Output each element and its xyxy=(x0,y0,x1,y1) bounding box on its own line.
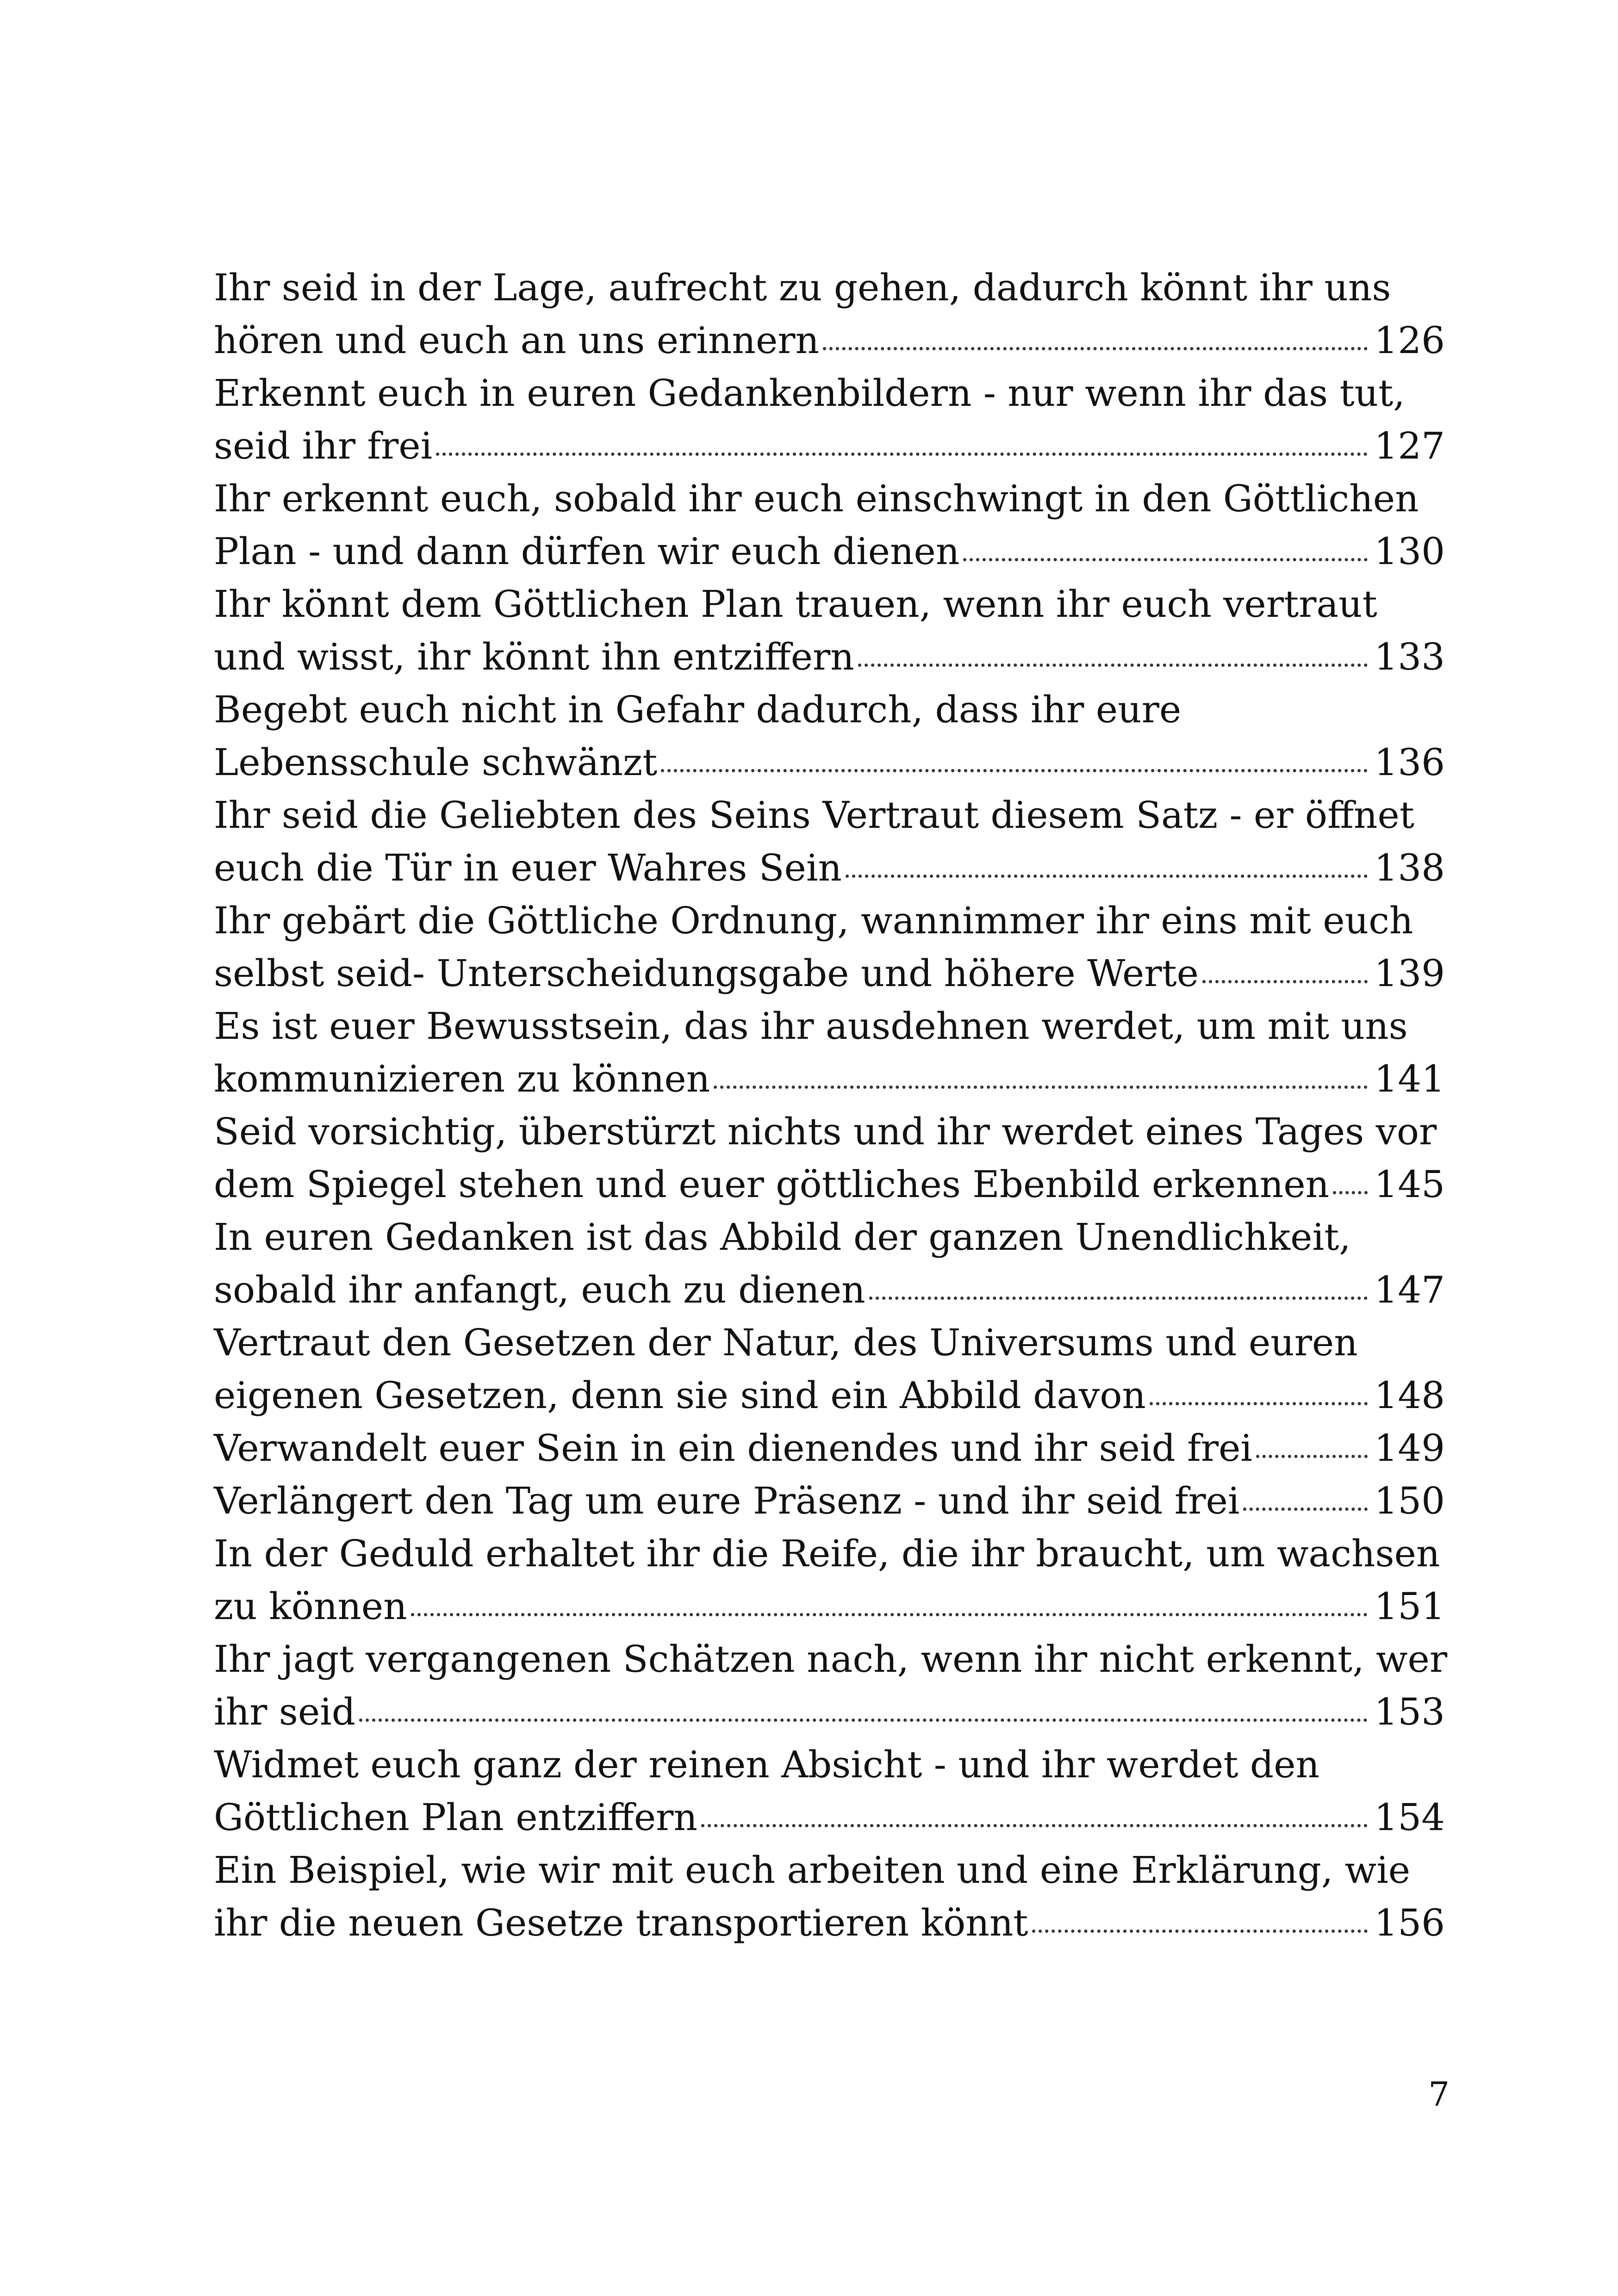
dot-leader xyxy=(1032,1930,1368,1933)
dot-leader xyxy=(1256,1455,1368,1458)
toc-entry[interactable] xyxy=(214,789,1445,894)
toc-entry-title-line: Plan - und dann dürfen wir euch dienen xyxy=(214,530,960,573)
toc-entry-last-line xyxy=(214,1369,1445,1422)
toc-entry-last-line xyxy=(214,1158,1445,1211)
dot-leader xyxy=(714,1086,1368,1089)
dot-leader xyxy=(823,347,1368,350)
page-number: 7 xyxy=(1428,2075,1450,2114)
toc-entry-title-line: kommunizieren zu können xyxy=(214,1057,710,1100)
toc-entry-title-line: Ihr jagt vergangenen Schätzen nach, wenn ihr nicht erkennt, wer xyxy=(214,1638,1448,1681)
toc-entry-title-line: hören und euch an uns erinnern xyxy=(214,319,820,362)
toc-entry-last-line xyxy=(214,1686,1445,1738)
toc-entry-title-line: Erkennt euch in euren Gedankenbildern - nur wenn ihr das tut, xyxy=(214,372,1405,415)
toc-entry-title-line: Es ist euer Bewusstsein, das ihr ausdehnen werdet, um mit uns xyxy=(214,1005,1408,1048)
toc-entry-last-line xyxy=(214,736,1445,789)
toc-entry[interactable] xyxy=(214,1105,1445,1211)
dot-leader xyxy=(1243,1508,1368,1511)
toc-entry-title-line: Vertraut den Gesetzen der Natur, des Universums und euren xyxy=(214,1321,1358,1364)
toc-entry-title-line: zu können xyxy=(214,1585,407,1628)
toc-entry-last-line xyxy=(214,420,1445,472)
toc-entry-title-line: Lebensschule schwänzt xyxy=(214,741,658,784)
dot-leader xyxy=(411,1613,1368,1616)
toc-entry[interactable] xyxy=(214,1422,1445,1475)
toc-entry-last-line xyxy=(214,631,1445,683)
toc-entry-title-line: euch die Tür in euer Wahres Sein xyxy=(214,846,842,889)
toc-entry-page-number: 126 xyxy=(1374,319,1445,362)
toc-entry-page-number: 149 xyxy=(1374,1427,1445,1470)
dot-leader xyxy=(701,1824,1368,1827)
toc-entry[interactable] xyxy=(214,1000,1445,1105)
dot-leader xyxy=(963,558,1368,561)
toc-entry-page-number: 147 xyxy=(1374,1268,1445,1311)
toc-entry-last-line xyxy=(214,314,1445,367)
dot-leader xyxy=(1202,980,1368,983)
toc-entry-title-line: ihr seid xyxy=(214,1690,355,1733)
toc-entry[interactable] xyxy=(214,683,1445,789)
toc-entry-title-line: Seid vorsichtig, überstürzt nichts und ihr werdet eines Tages vor xyxy=(214,1110,1437,1153)
toc-entry-page-number: 153 xyxy=(1374,1690,1445,1733)
toc-entry-page-number: 130 xyxy=(1374,530,1445,573)
toc-entry-page-number: 139 xyxy=(1374,952,1445,995)
toc-entry-title-line: selbst seid- Unterscheidungsgabe und höhere Werte xyxy=(214,952,1199,995)
toc-entry-title-line: dem Spiegel stehen und euer göttliches Ebenbild erkennen xyxy=(214,1163,1330,1206)
table-of-contents xyxy=(214,261,1448,1949)
toc-entry-title-line: Ihr seid in der Lage, aufrecht zu gehen, dadurch könnt ihr uns xyxy=(214,266,1391,309)
dot-leader xyxy=(1150,1402,1368,1405)
toc-entry-last-line xyxy=(214,1422,1445,1475)
toc-entry[interactable] xyxy=(214,367,1445,472)
dot-leader xyxy=(846,875,1368,878)
toc-entry-page-number: 145 xyxy=(1374,1163,1445,1206)
toc-entry-last-line xyxy=(214,842,1445,894)
toc-entry-title-line: Ihr erkennt euch, sobald ihr euch einschwingt in den Göttlichen xyxy=(214,477,1419,520)
toc-entry-title-line: Verwandelt euer Sein in ein dienendes und ihr seid frei xyxy=(214,1427,1252,1470)
toc-entry-page-number: 156 xyxy=(1374,1901,1445,1944)
toc-entry-title-line: sobald ihr anfangt, euch zu dienen xyxy=(214,1268,865,1311)
toc-entry-title-line: seid ihr frei xyxy=(214,424,433,467)
toc-entry[interactable] xyxy=(214,1844,1445,1949)
toc-entry[interactable] xyxy=(214,578,1445,683)
toc-entry-last-line xyxy=(214,947,1445,1000)
toc-entry[interactable] xyxy=(214,1527,1445,1633)
toc-entry-last-line xyxy=(214,1264,1445,1316)
toc-entry[interactable] xyxy=(214,1316,1445,1422)
toc-entry-title-line: Verlängert den Tag um eure Präsenz - und ihr seid frei xyxy=(214,1479,1240,1522)
dot-leader xyxy=(661,769,1368,772)
toc-entry-title-line: Begebt euch nicht in Gefahr dadurch, dass ihr eure xyxy=(214,688,1182,731)
dot-leader xyxy=(359,1719,1368,1722)
toc-entry-title-line: In euren Gedanken ist das Abbild der ganzen Unendlichkeit, xyxy=(214,1216,1351,1259)
toc-entry-page-number: 150 xyxy=(1374,1479,1445,1522)
toc-entry-title-line: Ihr gebärt die Göttliche Ordnung, wannimmer ihr eins mit euch xyxy=(214,899,1413,942)
toc-entry-page-number: 133 xyxy=(1374,635,1445,678)
toc-entry[interactable] xyxy=(214,1738,1445,1844)
toc-entry[interactable] xyxy=(214,1475,1445,1527)
toc-entry-title-line: In der Geduld erhaltet ihr die Reife, die ihr braucht, um wachsen xyxy=(214,1532,1440,1575)
toc-entry[interactable] xyxy=(214,1633,1448,1738)
toc-entry-title-line: ihr die neuen Gesetze transportieren könnt xyxy=(214,1901,1028,1944)
toc-entry-page-number: 138 xyxy=(1374,846,1445,889)
toc-entry-page-number: 127 xyxy=(1374,424,1445,467)
toc-entry[interactable] xyxy=(214,472,1445,578)
toc-entry-last-line xyxy=(214,525,1445,578)
dot-leader xyxy=(1333,1191,1368,1194)
toc-entry-title-line: Göttlichen Plan entziffern xyxy=(214,1796,697,1839)
toc-entry-last-line xyxy=(214,1053,1445,1105)
toc-entry-page-number: 154 xyxy=(1374,1796,1445,1839)
toc-entry-page-number: 151 xyxy=(1374,1585,1445,1628)
toc-entry-title-line: eigenen Gesetzen, denn sie sind ein Abbild davon xyxy=(214,1374,1146,1417)
dot-leader xyxy=(858,664,1368,667)
toc-entry-title-line: Ihr seid die Geliebten des Seins Vertraut diesem Satz - er öffnet xyxy=(214,794,1414,837)
toc-entry-page-number: 136 xyxy=(1374,741,1445,784)
dot-leader xyxy=(436,453,1368,456)
toc-entry[interactable] xyxy=(214,1211,1445,1316)
toc-entry-last-line xyxy=(214,1475,1445,1527)
toc-entry-page-number: 141 xyxy=(1374,1057,1445,1100)
toc-entry[interactable] xyxy=(214,894,1445,1000)
toc-entry-title-line: Ein Beispiel, wie wir mit euch arbeiten und eine Erklärung, wie xyxy=(214,1849,1411,1892)
toc-entry-last-line xyxy=(214,1580,1445,1633)
toc-entry-last-line xyxy=(214,1791,1445,1844)
toc-entry-page-number: 148 xyxy=(1374,1374,1445,1417)
toc-entry-title-line: Widmet euch ganz der reinen Absicht - und ihr werdet den xyxy=(214,1743,1319,1786)
toc-entry[interactable] xyxy=(214,261,1445,367)
toc-entry-title-line: und wisst, ihr könnt ihn entziffern xyxy=(214,635,854,678)
toc-entry-title-line: Ihr könnt dem Göttlichen Plan trauen, wenn ihr euch vertraut xyxy=(214,583,1377,626)
dot-leader xyxy=(869,1297,1368,1300)
toc-entry-last-line xyxy=(214,1897,1445,1949)
